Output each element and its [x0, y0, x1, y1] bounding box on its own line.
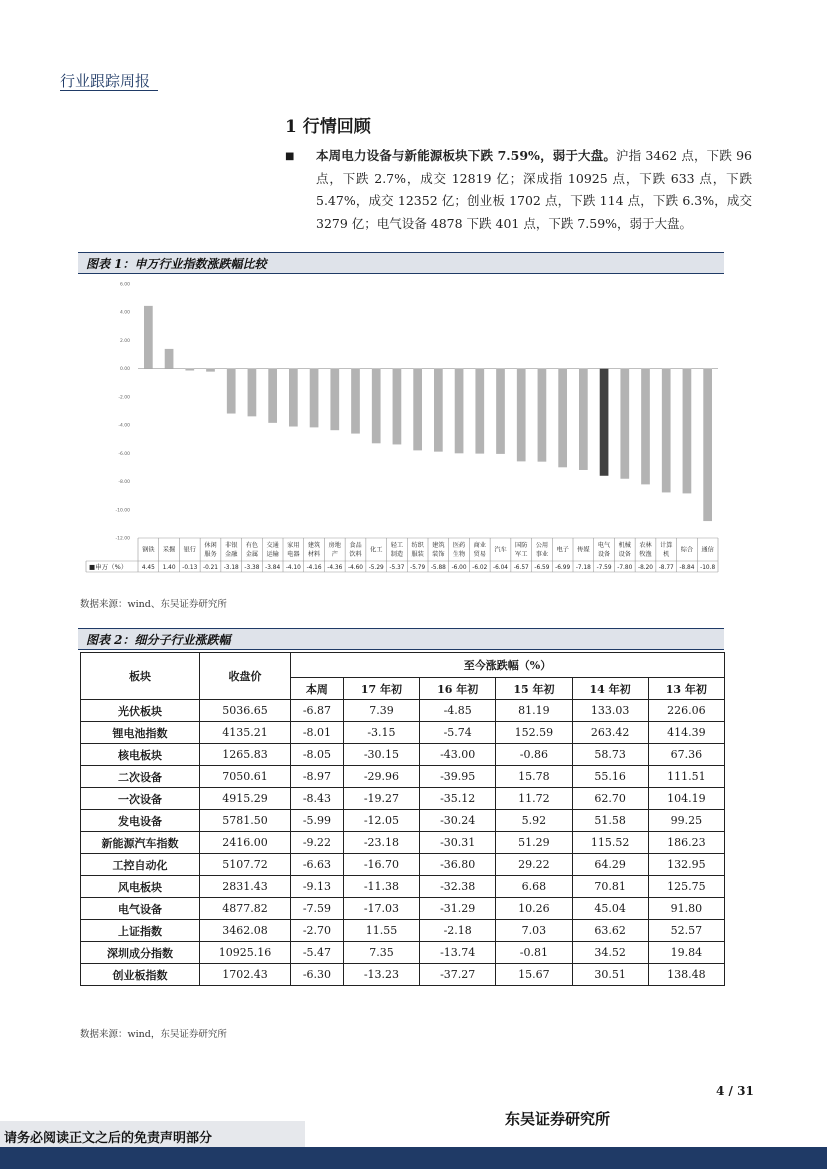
category-label: 国防军工 [515, 542, 528, 558]
row-value: -0.81 [496, 942, 572, 964]
row-value: 7.39 [343, 700, 419, 722]
subsector-table [80, 652, 725, 986]
row-name: 深圳成分指数 [81, 942, 200, 964]
row-close: 7050.61 [200, 766, 291, 788]
row-value: -37.27 [420, 964, 496, 986]
row-value: 15.78 [496, 766, 572, 788]
row-value: -0.86 [496, 744, 572, 766]
category-label: 化工 [370, 546, 383, 554]
bar [620, 369, 629, 479]
value-label: -7.80 [617, 565, 633, 571]
row-close: 5781.50 [200, 810, 291, 832]
value-label: -5.37 [389, 565, 405, 571]
bar [393, 369, 402, 445]
value-label: -4.16 [306, 565, 322, 571]
value-label: -5.29 [368, 565, 384, 571]
row-value: 51.29 [496, 832, 572, 854]
industry-bar-chart [80, 276, 724, 580]
row-close: 4135.21 [200, 722, 291, 744]
row-value: 5.92 [496, 810, 572, 832]
row-value: 11.55 [343, 920, 419, 942]
bar [185, 369, 194, 371]
bar [165, 349, 174, 369]
figure1-source: 数据来源：wind、东吴证券研究所 [80, 599, 227, 610]
value-label: -7.59 [596, 565, 612, 571]
y-tick-label: -6.00 [118, 451, 130, 457]
category-label: 计算机 [660, 542, 673, 558]
row-value: 125.75 [648, 876, 724, 898]
table-row [81, 876, 725, 898]
table-row [81, 942, 725, 964]
header-close: 收盘价 [200, 653, 291, 700]
row-close: 1265.83 [200, 744, 291, 766]
value-label: -5.88 [430, 565, 446, 571]
row-name: 创业板指数 [81, 964, 200, 986]
value-label: 1.40 [162, 565, 176, 571]
row-value: 138.48 [648, 964, 724, 986]
row-value: 58.73 [572, 744, 648, 766]
value-label: -6.04 [493, 565, 508, 571]
category-label: 纺织服装 [411, 542, 424, 558]
category-label: 电子 [556, 546, 569, 554]
category-label: 建筑装饰 [432, 542, 445, 558]
row-value: 111.51 [648, 766, 724, 788]
figure1-caption: 图表 1：申万行业指数涨跌幅比较 [78, 252, 724, 274]
row-value: 152.59 [496, 722, 572, 744]
row-value: -2.70 [291, 920, 344, 942]
header-sector: 板块 [81, 653, 200, 700]
row-value: 67.36 [648, 744, 724, 766]
table-row [81, 722, 725, 744]
row-value: -23.18 [343, 832, 419, 854]
value-label: -6.02 [472, 565, 488, 571]
row-value: 115.52 [572, 832, 648, 854]
row-value: 104.19 [648, 788, 724, 810]
table-row [81, 854, 725, 876]
table-row [81, 766, 725, 788]
row-value: 414.39 [648, 722, 724, 744]
row-value: -11.38 [343, 876, 419, 898]
row-value: 263.42 [572, 722, 648, 744]
header-period: 15 年初 [496, 678, 572, 700]
value-label: -8.84 [679, 565, 695, 571]
bar [579, 369, 588, 470]
row-value: 91.80 [648, 898, 724, 920]
row-close: 3462.08 [200, 920, 291, 942]
row-value: -3.15 [343, 722, 419, 744]
row-value: 81.19 [496, 700, 572, 722]
row-value: -8.05 [291, 744, 344, 766]
bar [227, 369, 236, 414]
category-label: 钢铁 [142, 546, 155, 554]
bullet-square-icon: ■ [285, 151, 295, 162]
row-value: -5.74 [420, 722, 496, 744]
row-value: -30.15 [343, 744, 419, 766]
row-value: 30.51 [572, 964, 648, 986]
row-value: -8.01 [291, 722, 344, 744]
row-value: -9.13 [291, 876, 344, 898]
row-value: 63.62 [572, 920, 648, 942]
y-tick-label: -8.00 [118, 480, 130, 486]
row-value: -19.27 [343, 788, 419, 810]
value-label: -0.21 [203, 565, 218, 571]
row-name: 电气设备 [81, 898, 200, 920]
header-period: 13 年初 [648, 678, 724, 700]
y-tick-label: -10.00 [115, 508, 130, 514]
row-name: 工控自动化 [81, 854, 200, 876]
bar [144, 306, 153, 369]
row-value: 15.67 [496, 964, 572, 986]
table-row [81, 920, 725, 942]
bar [434, 369, 443, 452]
value-label: -4.60 [348, 565, 363, 571]
value-label: -6.00 [451, 565, 467, 571]
bar [372, 369, 381, 444]
row-value: -8.43 [291, 788, 344, 810]
value-label: -10.8 [700, 565, 716, 571]
value-label: -8.77 [658, 565, 674, 571]
row-value: 45.04 [572, 898, 648, 920]
row-value: 11.72 [496, 788, 572, 810]
value-label: -5.79 [410, 565, 426, 571]
bar [310, 369, 319, 428]
row-close: 4915.29 [200, 788, 291, 810]
y-tick-label: -2.00 [118, 395, 130, 401]
category-label: 通信 [701, 546, 714, 554]
bar [662, 369, 671, 493]
value-label: -6.59 [534, 565, 550, 571]
row-close: 1702.43 [200, 964, 291, 986]
category-label: 医药生物 [452, 542, 466, 558]
row-value: -31.29 [420, 898, 496, 920]
row-value: 99.25 [648, 810, 724, 832]
row-value: 7.03 [496, 920, 572, 942]
category-label: 公用事业 [535, 542, 549, 558]
row-value: 64.29 [572, 854, 648, 876]
bar [538, 369, 547, 462]
table-row [81, 832, 725, 854]
row-value: 51.58 [572, 810, 648, 832]
row-value: 62.70 [572, 788, 648, 810]
bar [558, 369, 567, 468]
category-label: 传媒 [577, 546, 590, 554]
value-label: -8.20 [638, 565, 653, 571]
table-row [81, 744, 725, 766]
row-close: 4877.82 [200, 898, 291, 920]
value-label: -0.13 [182, 565, 198, 571]
row-value: -36.80 [420, 854, 496, 876]
series-legend-label: ■申万（%） [89, 563, 128, 571]
bar [330, 369, 339, 431]
summary-paragraph [316, 145, 752, 235]
y-tick-label: -4.00 [118, 423, 130, 429]
row-value: 70.81 [572, 876, 648, 898]
value-label: 4.45 [141, 565, 155, 571]
bar [206, 369, 215, 372]
category-label: 银行 [183, 546, 196, 554]
row-value: 34.52 [572, 942, 648, 964]
category-label: 机械设备 [618, 542, 631, 558]
value-label: -3.18 [223, 565, 239, 571]
bar [268, 369, 277, 423]
row-value: -5.47 [291, 942, 344, 964]
row-value: -35.12 [420, 788, 496, 810]
category-label: 建筑材料 [307, 542, 321, 558]
footer-bar [0, 1147, 827, 1169]
row-name: 新能源汽车指数 [81, 832, 200, 854]
category-label: 有色金属 [245, 542, 259, 558]
category-label: 交通运输 [266, 542, 279, 558]
row-value: -29.96 [343, 766, 419, 788]
row-value: 10.26 [496, 898, 572, 920]
value-label: -6.57 [513, 565, 529, 571]
row-close: 5107.72 [200, 854, 291, 876]
row-value: -16.70 [343, 854, 419, 876]
table-row [81, 700, 725, 722]
row-value: -13.23 [343, 964, 419, 986]
row-value: 186.23 [648, 832, 724, 854]
row-value: -12.05 [343, 810, 419, 832]
bar [289, 369, 298, 427]
figure2-caption: 图表 2：细分子行业涨跌幅 [78, 628, 724, 650]
table-body [81, 700, 725, 986]
row-value: -9.22 [291, 832, 344, 854]
org-name: 东吴证券研究所 [505, 1110, 611, 1128]
row-value: -32.38 [420, 876, 496, 898]
value-label: -4.10 [285, 565, 301, 571]
header-period: 本周 [291, 678, 344, 700]
row-value: -7.59 [291, 898, 344, 920]
category-label: 家用电器 [287, 542, 300, 558]
summary-text: 沪指 3462 点，下跌 96 点，下跌 2.7%，成交 12819 亿；深成指 10925 点，下跌 633 点，下跌 5.47%，成交 12352 亿；创业板 1702 点，下跌 114 点，下跌 6.3%，成交 3279 亿；电气设备 4878 下跌 401 点，下跌 7.59%，弱于大盘。 [316, 148, 752, 231]
row-name: 核电板块 [81, 744, 200, 766]
bar [475, 369, 484, 454]
table-row [81, 788, 725, 810]
row-close: 2831.43 [200, 876, 291, 898]
row-name: 上证指数 [81, 920, 200, 942]
row-value: 7.35 [343, 942, 419, 964]
page-number: 4 / 31 [716, 1084, 754, 1098]
row-value: 29.22 [496, 854, 572, 876]
header-period: 16 年初 [420, 678, 496, 700]
figure2-source: 数据来源：wind，东吴证券研究所 [80, 1029, 227, 1040]
bar [248, 369, 257, 417]
y-tick-label: 0.00 [119, 367, 130, 373]
header-period: 14 年初 [572, 678, 648, 700]
row-value: -13.74 [420, 942, 496, 964]
row-close: 10925.16 [200, 942, 291, 964]
bar [641, 369, 650, 485]
row-value: -43.00 [420, 744, 496, 766]
row-name: 一次设备 [81, 788, 200, 810]
row-value: 19.84 [648, 942, 724, 964]
row-value: -17.03 [343, 898, 419, 920]
row-value: 226.06 [648, 700, 724, 722]
bar [496, 369, 505, 454]
y-tick-label: 4.00 [119, 310, 130, 316]
header-period: 17 年初 [343, 678, 419, 700]
row-value: -2.18 [420, 920, 496, 942]
value-label: -7.18 [575, 565, 591, 571]
row-value: 52.57 [648, 920, 724, 942]
row-value: 55.16 [572, 766, 648, 788]
row-value: 132.95 [648, 854, 724, 876]
table-row [81, 810, 725, 832]
row-value: -6.30 [291, 964, 344, 986]
row-value: 6.68 [496, 876, 572, 898]
bar [703, 369, 712, 521]
row-name: 二次设备 [81, 766, 200, 788]
row-value: -39.95 [420, 766, 496, 788]
row-value: -6.63 [291, 854, 344, 876]
table-row [81, 964, 725, 986]
row-name: 风电板块 [81, 876, 200, 898]
section-title: 1 行情回顾 [285, 117, 371, 137]
category-label: 电气设备 [597, 542, 611, 558]
report-type-header: 行业跟踪周报 [60, 72, 151, 90]
row-name: 锂电池指数 [81, 722, 200, 744]
bar [683, 369, 692, 494]
bar [517, 369, 526, 462]
category-label: 休闲服务 [204, 542, 217, 558]
category-label: 房地产 [328, 542, 341, 558]
row-value: -8.97 [291, 766, 344, 788]
y-tick-label: 2.00 [119, 338, 130, 344]
y-tick-label: -12.00 [115, 536, 130, 542]
category-label: 商业贸易 [473, 542, 486, 558]
category-label: 食品饮料 [349, 542, 362, 558]
row-close: 5036.65 [200, 700, 291, 722]
row-value: -30.31 [420, 832, 496, 854]
category-label: 非银金融 [225, 542, 238, 558]
category-label: 汽车 [494, 546, 507, 554]
row-value: -4.85 [420, 700, 496, 722]
y-tick-label: 6.00 [119, 282, 130, 288]
header-change: 至今涨跌幅（%） [291, 653, 725, 678]
header-underline [60, 90, 158, 91]
table-row [81, 898, 725, 920]
row-value: -30.24 [420, 810, 496, 832]
row-value: -6.87 [291, 700, 344, 722]
disclaimer-text: 请务必阅读正文之后的免责声明部分 [4, 1131, 213, 1146]
row-value: 133.03 [572, 700, 648, 722]
row-close: 2416.00 [200, 832, 291, 854]
bar [351, 369, 360, 434]
bar [455, 369, 464, 454]
value-label: -3.38 [244, 565, 260, 571]
row-name: 发电设备 [81, 810, 200, 832]
summary-lead: 本周电力设备与新能源板块下跌 7.59%，弱于大盘。 [316, 148, 616, 163]
row-value: -5.99 [291, 810, 344, 832]
row-name: 光伏板块 [81, 700, 200, 722]
value-label: -6.99 [555, 565, 571, 571]
category-label: 综合 [680, 546, 694, 554]
value-label: -4.36 [327, 565, 343, 571]
category-label: 轻工制造 [390, 542, 404, 558]
bar [413, 369, 422, 451]
category-label: 采掘 [162, 546, 176, 554]
category-label: 农林牧渔 [639, 542, 652, 558]
bar [600, 369, 609, 476]
value-label: -3.84 [265, 565, 281, 571]
